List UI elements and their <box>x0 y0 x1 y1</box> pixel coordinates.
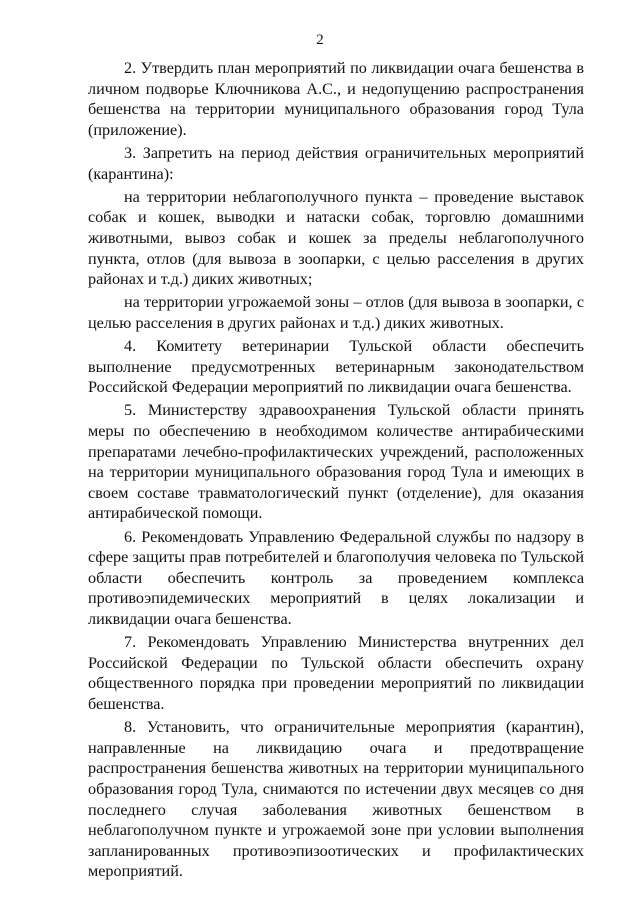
paragraph-item-2-approve-plan: 2. Утвердить план мероприятий по ликвидации очага бешенства в личном подворье Ключникова А.С., и недопущению распространения бешенства на территории муниципального образования город Тула (приложение). <box>88 59 584 139</box>
paragraph-item-5-health-ministry: 5. Министерству здравоохранения Тульской области принять меры по обеспечению в необходимом количестве антирабическими препаратами лечебно-профилактических учреждений, расположенных на территории муниципального образования город Тула и имеющих в своем составе травматологический пункт (отделение), для оказания антирабической помощи. <box>88 401 584 523</box>
paragraph-item-3-threatened-zone: на территории угрожаемой зоны – отлов (для вывоза в зоопарки, с целью расселения в других районах и т.д.) диких животных. <box>88 293 584 332</box>
page-number: 2 <box>316 32 324 48</box>
paragraph-item-6-consumer-protection: 6. Рекомендовать Управлению Федеральной службы по надзору в сфере защиты прав потребителей и благополучия человека по Тульской области обеспечить контроль за проведением комплекса противоэпидемических мероприятий в целях локализации и ликвидации очага бешенства. <box>88 527 584 628</box>
paragraph-item-4-veterinary-committee: 4. Комитету ветеринарии Тульской области обеспечить выполнение предусмотренных ветеринарным законодательством Российской Федерации мероприятий по ликвидации очага бешенства. <box>88 337 584 397</box>
paragraph-item-7-internal-affairs: 7. Рекомендовать Управлению Министерства внутренних дел Российской Федерации по Тульской области обеспечить охрану общественного порядка при проведении мероприятий по ликвидации бешенства. <box>88 633 584 713</box>
paragraph-item-8-quarantine-terms: 8. Установить, что ограничительные мероприятия (карантин), направленные на ликвидацию очага и предотвращение распространения бешенства животных на территории муниципального образования город Тула, снимаются по истечении двух месяцев со дня последнего случая заболевания животных бешенством в неблагополучном пункте и угрожаемой зоне при условии выполнения запланированных противоэпизоотических и профилактических мероприятий. <box>88 718 584 881</box>
paragraph-item-3-unfavorable-point: на территории неблагополучного пункта – проведение выставок собак и кошек, выводки и натаски собак, торговлю домашними животными, вывоз собак и кошек за пределы неблагополучного пункта, отлов (для вывоза в зоопарки, с целью расселения в других районах и т.д.) диких животных; <box>88 187 584 289</box>
paragraph-item-3-prohibit: 3. Запретить на период действия ограничительных мероприятий (карантина): <box>88 143 584 183</box>
document-body <box>88 58 584 885</box>
